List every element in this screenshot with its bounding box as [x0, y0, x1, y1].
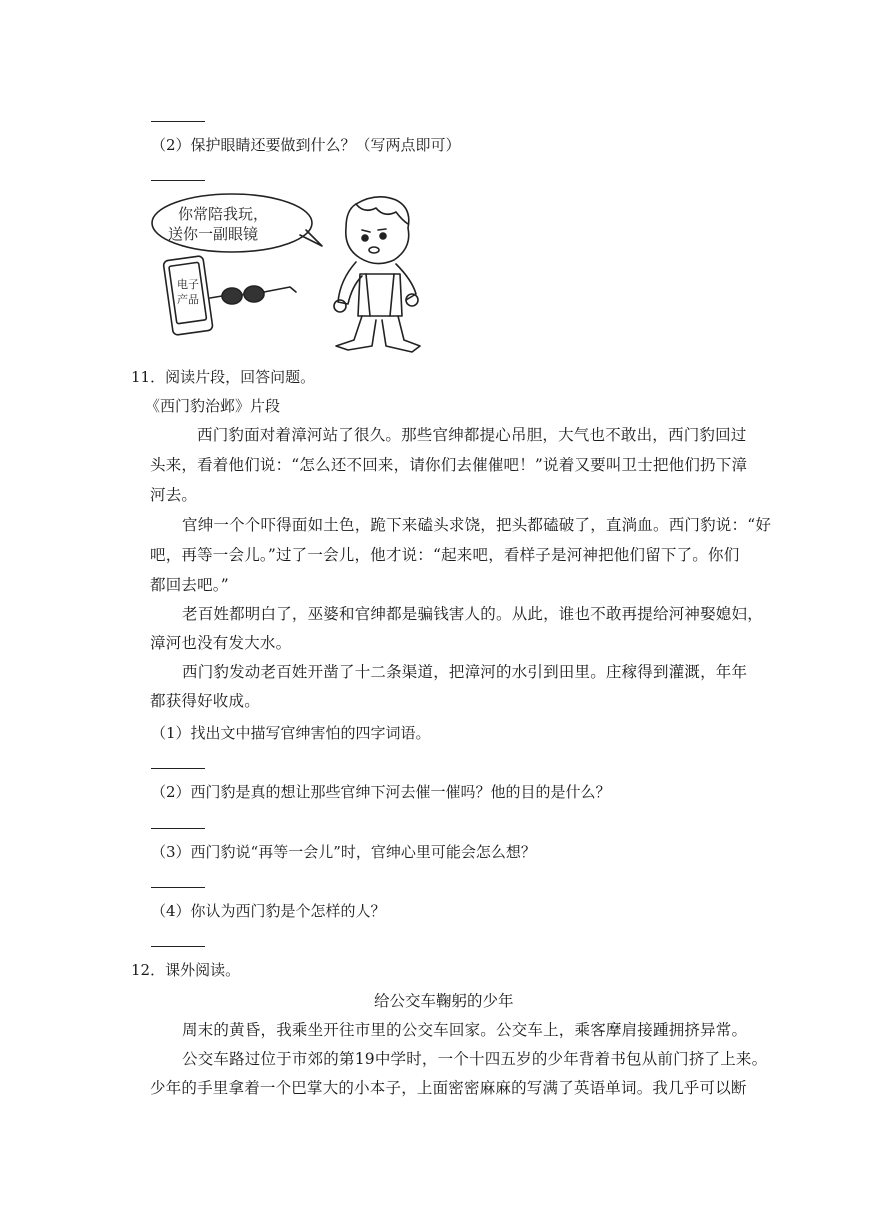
- device-label-2: 产品: [177, 293, 199, 306]
- device-label-1: 电子: [177, 278, 199, 291]
- speech-line-1: 你常陪我玩，: [178, 205, 269, 223]
- q11-sub3: （3）西门豹说“再等一会儿”时，官绅心里可能会怎么想？: [151, 843, 536, 861]
- answer-blank: [151, 768, 205, 769]
- q11-passage-title: 《西门豹治邺》片段: [145, 397, 281, 415]
- q10-sub2: （2）保护眼睛还要做到什么？（写两点即可）: [151, 136, 461, 154]
- q12-passage-title: 给公交车鞠躬的少年: [374, 992, 514, 1010]
- speech-bubble: [152, 194, 312, 252]
- q11-p1-line2: 头来，看着他们说：“怎么还不回来，请你们去催催吧！”说着又要叫卫士把他们扔下漳: [150, 456, 748, 474]
- q11-heading: 11．阅读片段，回答问题。: [131, 368, 316, 386]
- q12-heading: 12．课外阅读。: [131, 961, 241, 979]
- q11-sub4: （4）你认为西门豹是个怎样的人？: [151, 902, 386, 920]
- q12-p2-line2: 少年的手里拿着一个巴掌大的小本子，上面密密麻麻的写满了英语单词。我几乎可以断: [150, 1079, 747, 1097]
- glasses-icon: [210, 286, 296, 304]
- q11-p4-line1: 西门豹发动老百姓开凿了十二条渠道，把漳河的水引到田里。庄稼得到灌溉，年年: [182, 663, 748, 681]
- answer-blank: [151, 946, 205, 947]
- q11-p2-line3: 都回去吧。”: [150, 576, 229, 594]
- speech-line-2: 送你一副眼镜: [168, 225, 259, 243]
- q11-p1-line3: 河去。: [150, 486, 198, 504]
- boy-figure: [334, 197, 420, 352]
- q11-sub2: （2）西门豹是真的想让那些官绅下河去催一催吗？他的目的是什么？: [151, 783, 611, 801]
- q12-p2-line1: 公交车路过位于市郊的第19中学时，一个十四五岁的少年背着书包从前门挤了上来。: [182, 1050, 768, 1068]
- q12-p1-line1: 周末的黄昏，我乘坐开往市里的公交车回家。公交车上，乘客摩肩接踵拥挤异常。: [182, 1021, 748, 1039]
- cartoon-illustration: [150, 190, 430, 360]
- q11-p2-line1: 官绅一个个吓得面如土色，跪下来磕头求饶，把头都磕破了，直淌血。西门豹说：“好: [182, 516, 772, 534]
- q11-p3-line1: 老百姓都明白了，巫婆和官绅都是骗钱害人的。从此，谁也不敢再提给河神娶媳妇，: [182, 605, 763, 623]
- q11-p2-line2: 吧，再等一会儿。”过了一会儿，他才说：“起来吧，看样子是河神把他们留下了。你们: [150, 546, 740, 564]
- answer-blank: [151, 828, 205, 829]
- answer-blank: [151, 180, 205, 181]
- answer-blank: [151, 121, 205, 122]
- q11-p3-line2: 漳河也没有发大水。: [150, 634, 292, 652]
- answer-blank: [151, 887, 205, 888]
- q11-sub1: （1）找出文中描写官绅害怕的四字词语。: [151, 724, 431, 742]
- q11-p4-line2: 都获得好收成。: [150, 692, 260, 710]
- q11-p1-line1: 西门豹面对着漳河站了很久。那些官绅都提心吊胆，大气也不敢出，西门豹回过: [197, 426, 747, 444]
